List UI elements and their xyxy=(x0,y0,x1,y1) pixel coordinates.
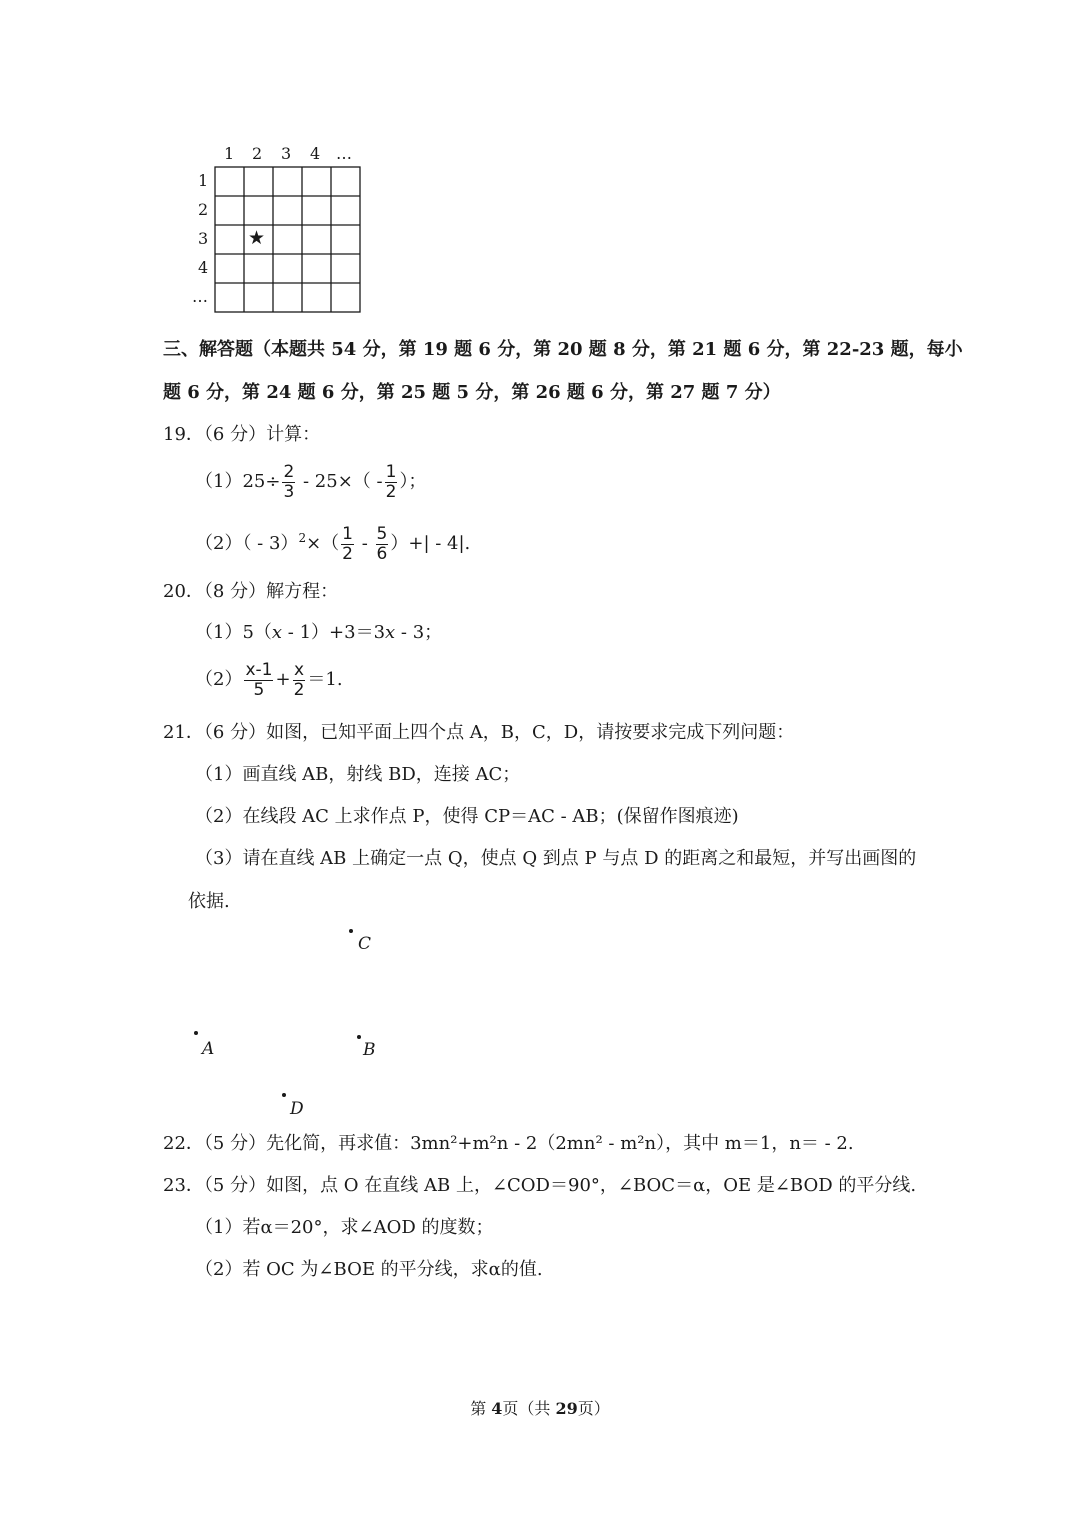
q23-part2: （2）若 OC 为∠BOE 的平分线，求α的值. xyxy=(195,1259,543,1280)
grid-row-header: 4 xyxy=(198,258,209,277)
star-icon: ★ xyxy=(248,227,266,249)
grid-col-header: 2 xyxy=(252,144,263,163)
fraction: $\frac{1}{2}$ xyxy=(342,523,353,564)
q21-part3-cont: 依据. xyxy=(188,891,230,912)
grid-col-header: 1 xyxy=(224,144,235,163)
section-heading-cont: 题 6 分，第 24 题 6 分，第 25 题 5 分，第 26 题 6 分，第 27 题 7 分） xyxy=(163,382,781,403)
grid-col-header: 3 xyxy=(281,144,292,163)
page-number: 4 xyxy=(491,1399,503,1418)
grid-row-header: 1 xyxy=(198,171,209,190)
grid-col-header: 4 xyxy=(310,144,321,163)
q19-stem: 19．（6 分）计算： xyxy=(163,424,321,445)
grid-row-header: 3 xyxy=(198,229,209,248)
fraction: $\frac{5}{6}$ xyxy=(376,523,388,564)
point-b-label: B xyxy=(363,1040,376,1060)
fraction: $\frac{2}{3}$ xyxy=(283,461,295,502)
q20-part1: （1）5（x - 1）+3＝3x - 3； xyxy=(195,622,443,643)
point-a-label: A xyxy=(202,1039,215,1059)
q22: 22．（5 分）先化简，再求值：3mn²+m²n - 2（2mn² - m²n），其中 m＝1，n＝ - 2. xyxy=(163,1133,854,1154)
q21-part3: （3）请在直线 AB 上确定一点 Q，使点 Q 到点 P 与点 D 的距离之和最短，并写出画图的 xyxy=(195,848,917,869)
q19-part1: （1）25÷ $\frac{2}{3}$ - 25×（ - $\frac{1}{2}$ ）； xyxy=(195,461,427,502)
q23-stem: 23．（5 分）如图，点 O 在直线 AB 上，∠COD＝90°，∠BOC＝α，OE 是∠BOD 的平分线. xyxy=(163,1175,917,1196)
section-heading: 三、解答题（本题共 54 分，第 19 题 6 分，第 20 题 8 分，第 21 题 6 分，第 22-23 题，每小 xyxy=(163,339,963,360)
q21-stem: 21．（6 分）如图，已知平面上四个点 A，B，C，D，请按要求完成下列问题： xyxy=(163,722,795,743)
content-lower xyxy=(163,0,923,1527)
q20-part2: （2） $\frac{x-1}{5}$ + $\frac{x}{2}$ ＝1. xyxy=(195,659,343,700)
point-c-label: C xyxy=(358,934,372,954)
fraction: $\frac{1}{2}$ xyxy=(385,461,397,502)
q19-part2: （2）（ - 3）$^2$×（ $\frac{1}{2}$ - $\frac{5}{6}$ ）+| - 4|. xyxy=(195,523,471,564)
q23-part1: （1）若α＝20°，求∠AOD 的度数； xyxy=(195,1217,494,1238)
fraction: $\frac{x-1}{5}$ xyxy=(245,659,273,700)
grid-col-header: … xyxy=(336,144,352,163)
q20-stem: 20．（8 分）解方程： xyxy=(163,581,339,602)
q21-part1: （1）画直线 AB，射线 BD，连接 AC； xyxy=(195,764,521,785)
page-total: 29 xyxy=(555,1399,578,1418)
grid-row-header: 2 xyxy=(198,200,209,219)
page-footer: 第 4页（共 29页） xyxy=(470,1399,610,1418)
grid-row-header: … xyxy=(192,287,208,306)
point-d-label: D xyxy=(290,1099,304,1119)
q21-part2: （2）在线段 AC 上求作点 P，使得 CP＝AC - AB；(保留作图痕迹) xyxy=(195,806,739,827)
fraction: $\frac{x}{2}$ xyxy=(293,659,305,700)
